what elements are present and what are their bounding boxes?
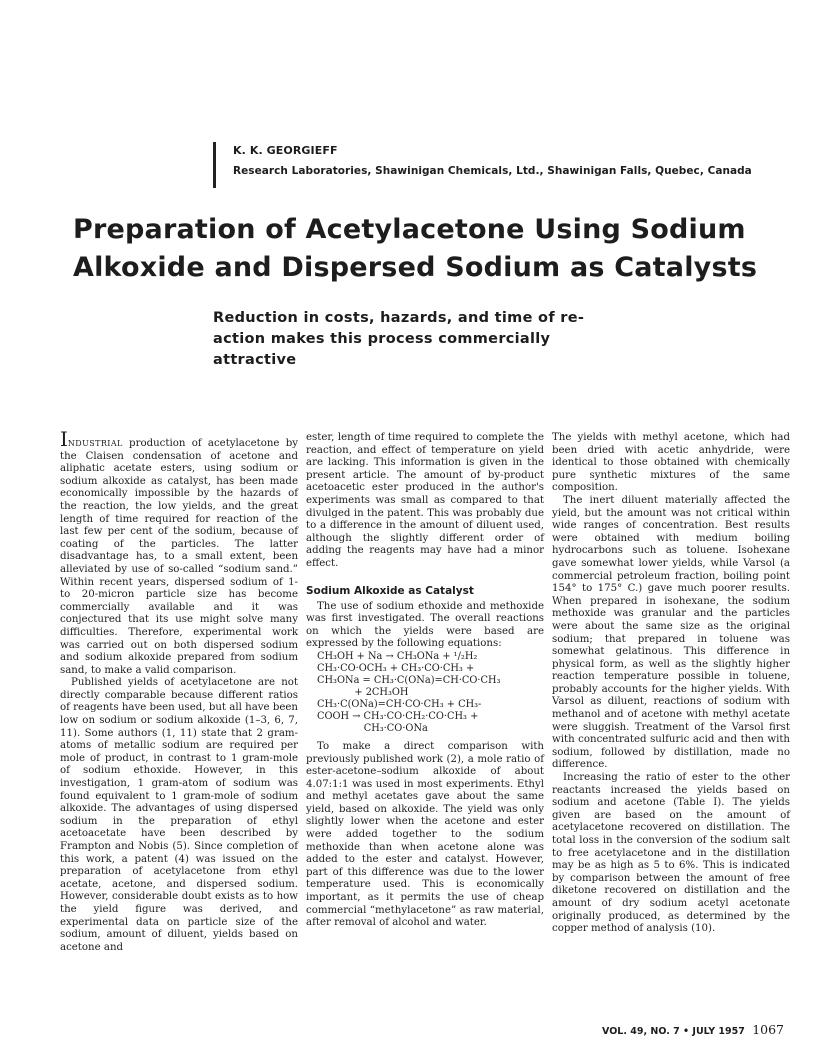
paragraph: The use of sodium ethoxide and methoxide was first investigated. The overall reactions on which the yields were based are expressed by the following equations: [306, 600, 544, 650]
paragraph: The inert diluent materially affected the yield, but the amount was not critical within wide ranges of concentration. Best results were obtained with medium boiling hydrocarbons such as toluene. Isohexane gave somewhat lower yields, while Varsol (a commercial petroleum fraction, boiling point 154° to 175° C.) gave much poorer results. When prepared in isohexane, the sodium methoxide was granular and the particles were about the same size as the original sodium; that prepared in toluene was somewhat gelatinous. This difference in physical form, as well as the slightly higher reaction temperature possible in toluene, probably accounts for the higher yields. With Varsol as diluent, reactions of sodium with methanol and of acetone with methyl acetate were sluggish. Treatment of the Varsol first with concentrated sulfuric acid and then with sodium, followed by distillation, made no difference. [552, 494, 790, 771]
paragraph: Increasing the ratio of ester to the other reactants increased the yields based on sodium and acetone (Table I). The yields given are based on the amount of acetylacetone recovered on distillation. The total loss in the conversion of the sodium salt to free acetylacetone and in the distillation may be as high as 5 to 6%. This is indicated by comparison between the amount of free diketone recovered on distillation and the amount of dry sodium acetyl acetonate originally produced, as determined by the copper method of analysis (10). [552, 772, 790, 935]
author-affiliation: Research Laboratories, Shawinigan Chemicals, Ltd., Shawinigan Falls, Quebec, Canada [233, 165, 752, 177]
paragraph: ester, length of time required to complete the reaction, and effect of temperature on yield are lacking. This information is given in the present article. The amount of by-product acetoacetic ester produced in the author's experiments was small as compared to that divulged in the patent. This was probably due to a difference in the amount of diluent used, although the slightly different order of adding the reagents may have had a minor effect. [306, 432, 544, 569]
author-rule [213, 142, 216, 188]
equation-line: CH₃·C(ONa)=CH·CO·CH₃ + CH₃- [317, 698, 482, 710]
small-caps-lead: NDUSTRIAL [67, 439, 123, 448]
journal-issue: VOL. 49, NO. 7 • JULY 1957 [602, 1026, 745, 1037]
drop-cap: I [60, 427, 68, 451]
paragraph: To make a direct comparison with previously published work (2), a mole ratio of ester-acetone–sodium alkoxide of about 4.07:1:1 was used in most experiments. Ethyl and methyl acetates gave about the same yield, based on alkoxide. The yield was only slightly lower when the acetone and ester were added together to the sodium methoxide than when acetone alone was added to the ester and catalyst. However, part of this difference was due to the lower temperature used. This is economically important, as it permits the use of cheap commercial “methylacetone” as raw material, after removal of alcohol and water. [306, 740, 544, 929]
paragraph: Published yields of acetylacetone are not directly comparable because different ratios of reagents have been used, but all have been low on sodium or sodium alkoxide (1–3, 6, 7, 11). Some authors (1, 11) state that 2 gram-atoms of metallic sodium are required per mole of product, in contrast to 1 gram-mole of sodium ethoxide. However, in this investigation, 1 gram-atom of sodium was found equivalent to 1 gram-mole of sodium alkoxide. The advantages of using dispersed sodium in the preparation of ethyl acetoacetate have been described by Frampton and Nobis (5). Since completion of this work, a patent (4) was issued on the preparation of acetylacetone from ethyl acetate, acetone, and dispersed sodium. However, considerable doubt exists as to how the yield figure was derived, and experimental data on particle size of the sodium, amount of diluent, yields based on acetone and [60, 677, 298, 953]
equation-line: + 2CH₃OH [317, 686, 409, 698]
column-3 [552, 432, 790, 936]
column-1 [60, 427, 298, 954]
equation-line: CH₃·CO·OCH₃ + CH₃·CO·CH₃ + [317, 662, 475, 674]
equation-line: CH₃OH + Na → CH₃ONa + ¹/₂H₂ [317, 650, 478, 662]
author-name: K. K. GEORGIEFF [233, 144, 338, 157]
section-heading: Sodium Alkoxide as Catalyst [306, 584, 474, 597]
paragraph: The yields with methyl acetone, which had been dried with acetic anhydride, were identical to those obtained with chemically pure synthetic mixtures of the same composition. [552, 432, 790, 494]
article-title: Preparation of Acetylacetone Using Sodium Alkoxide and Dispersed Sodium as Catalysts [73, 214, 758, 283]
intro-paragraph [60, 427, 298, 677]
intro-text: production of acetylacetone by the Claisen condensation of acetone and aliphatic acetate esters, using sodium or sodium alkoxide as catalyst, has been made economically impossible by the hazards of the reaction, the low yields, and the great length of time required for reaction of the last few per cent of the sodium, because of coating of the particles. The latter disadvantage has, to a small extent, been alleviated by use of so-called “sodium sand.” Within recent years, dispersed sodium of 1- to 20-micron particle size has become commercially available and it was conjectured that its use might solve many difficulties. Therefore, experimental work was carried out on both dispersed sodium and sodium alkoxide prepared from sodium sand, to make a valid comparison. [60, 438, 298, 676]
page-number: 1067 [752, 1022, 784, 1037]
equation-line: COOH → CH₃·CO·CH₂·CO·CH₃ + [317, 710, 479, 722]
equation-line: CH₃ONa = CH₃·C(ONa)=CH·CO·CH₃ [317, 674, 501, 686]
equation-line: CH₃·CO·ONa [317, 722, 428, 734]
page-footer [560, 1022, 784, 1037]
column-2 [306, 432, 544, 930]
article-subtitle: Reduction in costs, hazards, and time of re-action makes this process commercially attractive [213, 310, 585, 368]
